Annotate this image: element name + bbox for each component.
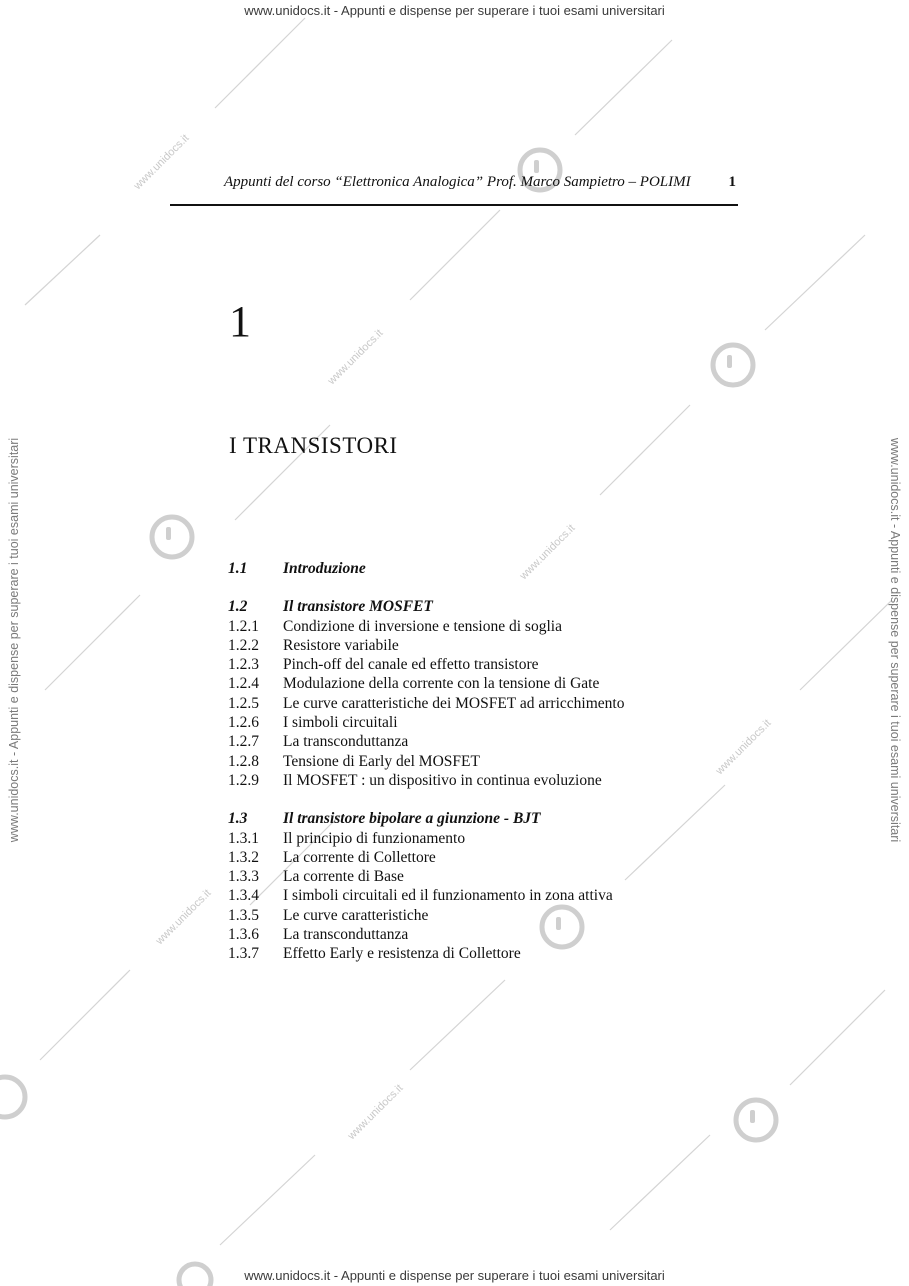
stamp-2: www.unidocs.it	[325, 327, 386, 388]
toc-entry[interactable]: 1.3.2 La corrente di Collettore	[228, 848, 436, 866]
watermark-banner-left: www.unidocs.it - Appunti e dispense per superare i tuoi esami universitari	[7, 437, 21, 843]
watermark-banner-bottom: www.unidocs.it - Appunti e dispense per superare i tuoi esami universitari	[244, 1268, 665, 1283]
watermark-banner-top: www.unidocs.it - Appunti e dispense per superare i tuoi esami universitari	[244, 3, 665, 18]
toc-entry[interactable]: 1.2.5 Le curve caratteristiche dei MOSFET ad arricchimento	[228, 694, 625, 712]
toc-entry[interactable]: 1.3.1 Il principio di funzionamento	[228, 829, 466, 847]
toc-section[interactable]: 1.3 Il transistore bipolare a giunzione - BJT	[228, 810, 541, 828]
chapter-number: 1	[229, 297, 251, 346]
toc-entry[interactable]: 1.2.1 Condizione di inversione e tensione di soglia	[228, 617, 562, 635]
page-number: 1	[728, 174, 736, 190]
stamp-6: www.unidocs.it	[345, 1082, 406, 1143]
watermark-banner-right: www.unidocs.it - Appunti e dispense per superare i tuoi esami universitari	[888, 437, 902, 843]
toc-entry[interactable]: 1.3.6 La transconduttanza	[228, 926, 409, 944]
toc-entry[interactable]: 1.2.3 Pinch-off del canale ed effetto transistore	[228, 656, 539, 674]
running-title: Appunti del corso “Elettronica Analogica” Prof. Marco Sampietro – POLIMI	[224, 174, 691, 190]
chapter-title: I TRANSISTORI	[229, 433, 398, 458]
toc-entry[interactable]: 1.2.8 Tensione di Early del MOSFET	[228, 752, 480, 770]
toc-entry[interactable]: 1.3.5 Le curve caratteristiche	[228, 906, 429, 924]
toc-entry[interactable]: 1.2.7 La transconduttanza	[228, 733, 409, 751]
stamp-1: www.unidocs.it	[131, 132, 192, 193]
toc-entry[interactable]: 1.2.2 Resistore variabile	[228, 636, 399, 654]
stamp-4: www.unidocs.it	[713, 717, 774, 778]
toc-entry[interactable]: 1.2.6 I simboli circuitali	[228, 714, 398, 732]
stamp-5: www.unidocs.it	[153, 887, 214, 948]
table-of-contents	[228, 559, 698, 964]
toc-entry[interactable]: 1.3.7 Effetto Early e resistenza di Collettore	[228, 945, 521, 963]
running-header	[170, 174, 738, 206]
toc-entry[interactable]: 1.2.4 Modulazione della corrente con la tensione di Gate	[228, 675, 600, 693]
toc-entry[interactable]: 1.3.4 I simboli circuitali ed il funzionamento in zona attiva	[228, 887, 613, 905]
stamp-3: www.unidocs.it	[517, 522, 578, 583]
toc-entry[interactable]: 1.2.9 Il MOSFET : un dispositivo in continua evoluzione	[228, 771, 602, 789]
toc-section[interactable]: 1.1 Introduzione	[228, 560, 366, 577]
toc-section[interactable]: 1.2 Il transistore MOSFET	[228, 598, 433, 616]
toc-entry[interactable]: 1.3.3 La corrente di Base	[228, 868, 404, 886]
